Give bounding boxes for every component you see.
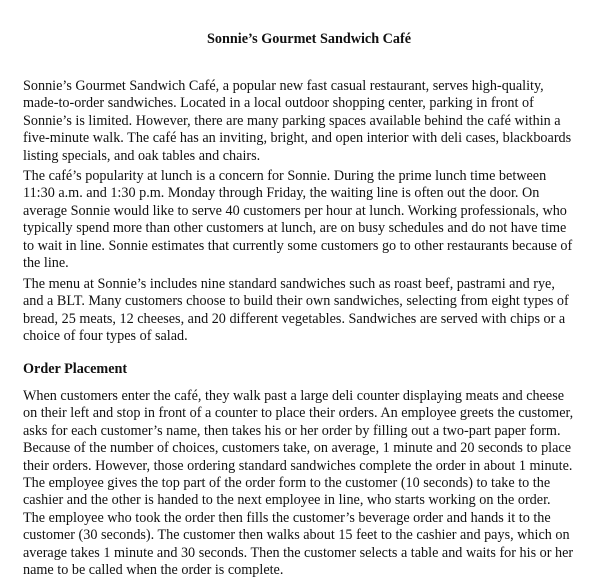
section-heading-order-placement: Order Placement [23, 361, 128, 377]
text-line: on their left and stop in front of a counter to place their orders. An employee greets the customer, [23, 405, 574, 422]
text-line: cashier and the other is handed to the next employee in line, who starts working on the order. [23, 492, 551, 509]
text-line: Sonnie’s is limited. However, there are many parking spaces available behind the café within a [23, 112, 561, 129]
paragraph-menu [23, 276, 595, 346]
text-line: The menu at Sonnie’s includes nine standard sandwiches such as roast beef, pastrami and rye, [23, 276, 555, 292]
text-line: listing specials, and oak tables and chairs. [23, 147, 261, 164]
paragraph-order-placement [23, 388, 595, 579]
paragraph-popularity [23, 168, 595, 272]
text-line: name to be called when the order is complete. [23, 562, 284, 579]
text-line: The employee gives the top part of the order form to the customer (10 seconds) to take to the [23, 475, 551, 492]
text-line: average takes 1 minute and 30 seconds. Then the customer selects a table and waits for his or her [23, 544, 574, 561]
text-line: average Sonnie would like to serve 40 customers per hour at lunch. Working professionals, who [23, 202, 567, 219]
text-line: The café’s popularity at lunch is a concern for Sonnie. During the prime lunch time between [23, 168, 547, 184]
text-line: made-to-order sandwiches. Located in a local outdoor shopping center, parking in front of [23, 95, 534, 112]
text-line: Because of the number of choices, customers take, on average, 1 minute and 20 seconds to place [23, 440, 571, 457]
text-line: the line. [23, 255, 69, 272]
text-line: and a BLT. Many customers choose to build their own sandwiches, selecting from eight types of [23, 293, 569, 310]
text-line: bread, 25 meats, 12 cheeses, and 20 different vegetables. Sandwiches are served with chips or a [23, 310, 566, 327]
text-line: asks for each customer’s name, then takes his or her order by filling out a two-part paper form. [23, 422, 561, 439]
document-title: Sonnie’s Gourmet Sandwich Café [206, 31, 412, 47]
text-line: When customers enter the café, they walk past a large deli counter displaying meats and cheese [23, 388, 565, 404]
text-line: choice of four types of salad. [23, 328, 188, 345]
text-line: their orders. However, those ordering standard sandwiches complete the order in about 1 minute. [23, 457, 573, 474]
text-line: The employee who took the order then fills the customer’s beverage order and hands it to the [23, 509, 551, 526]
text-line: to wait in line. Sonnie estimates that currently some customers go to other restaurants because of [23, 237, 573, 254]
text-line: typically spend more than other customers at lunch, are on busy schedules and do not have time [23, 220, 567, 237]
text-line: five-minute walk. The café has an inviting, bright, and open interior with deli cases, blackboards [23, 130, 572, 147]
text-line: Sonnie’s Gourmet Sandwich Café, a popular new fast casual restaurant, serves high-quality, [23, 78, 544, 94]
text-line: customer (30 seconds). The customer then walks about 15 feet to the cashier and pays, which on [23, 527, 570, 544]
paragraph-intro [23, 78, 595, 165]
text-line: 11:30 a.m. and 1:30 p.m. Monday through Friday, the waiting line is often out the door. On [23, 185, 540, 202]
